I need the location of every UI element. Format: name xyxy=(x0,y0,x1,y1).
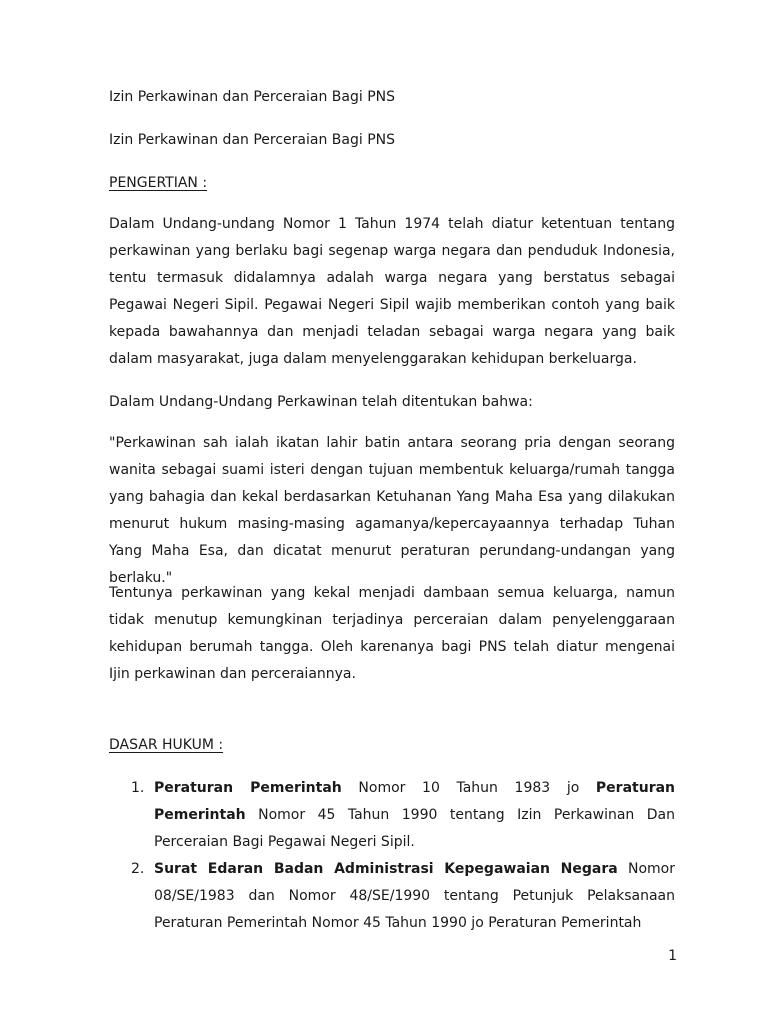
page-number: 1 xyxy=(668,948,677,964)
list-item-text: Nomor 10 Tahun 1983 jo xyxy=(341,780,596,796)
document-title: Izin Perkawinan dan Perceraian Bagi PNS xyxy=(109,89,396,105)
list-item-bold: Peraturan Pemerintah xyxy=(154,780,342,796)
list-item-text: Nomor 45 Tahun 1990 tentang Izin Perkawinan Dan Perceraian Bagi Pegawai Negeri Sipil. xyxy=(154,807,675,850)
paragraph-quote: "Perkawinan sah ialah ikatan lahir batin antara seorang pria dengan seorang wanita sebagai suami isteri dengan tujuan membentuk keluarga/rumah tangga yang bahagia dan kekal berdasarkan Ketuhanan Yang Maha Esa yang dilakukan menurut hukum masing-masing agamanya/kepercayaannya terhadap Tuhan Yang Maha Esa, dan dicatat menurut peraturan perundang-undangan yang berlaku." xyxy=(109,435,675,586)
paragraph-pengertian-1: Dalam Undang-undang Nomor 1 Tahun 1974 telah diatur ketentuan tentang perkawinan yang berlaku bagi segenap warga negara dan penduduk Indonesia, tentu termasuk didalamnya adalah warga negara yang berstatus sebagai Pegawai Negeri Sipil. Pegawai Negeri Sipil wajib memberikan contoh yang baik kepada bawahannya dan menjadi teladan sebagai warga negara yang baik dalam masyarakat, juga dalam menyelenggarakan kehidupan berkeluarga. xyxy=(109,216,675,367)
paragraph-pengertian-3: Tentunya perkawinan yang kekal menjadi dambaan semua keluarga, namun tidak menutup kemungkinan terjadinya perceraian dalam penyelenggaraan kehidupan berumah tangga. Oleh karenanya bagi PNS telah diatur mengenai Ijin perkawinan dan perceraiannya. xyxy=(109,585,675,682)
list-item-text: Nomor 08/SE/1983 dan Nomor 48/SE/1990 tentang Petunjuk Pelaksanaan Peraturan Pemerintah Nomor 45 Tahun 1990 jo Peraturan Pemerintah xyxy=(154,861,675,931)
dasar-hukum-list xyxy=(109,775,675,937)
list-item-bold: Surat Edaran Badan Administrasi Kepegawaian Negara xyxy=(154,861,618,877)
list-item-bold: Peraturan Pemerintah xyxy=(154,780,676,823)
section-heading-pengertian: PENGERTIAN : xyxy=(109,175,208,191)
list-item-number: 1. xyxy=(131,780,145,796)
list-item xyxy=(109,856,675,937)
document-subtitle: Izin Perkawinan dan Perceraian Bagi PNS xyxy=(109,132,396,148)
list-item-number: 2. xyxy=(131,861,145,877)
list-item xyxy=(109,775,675,856)
section-heading-dasar-hukum: DASAR HUKUM : xyxy=(109,737,224,753)
paragraph-pengertian-2: Dalam Undang-Undang Perkawinan telah ditentukan bahwa: xyxy=(109,394,533,410)
